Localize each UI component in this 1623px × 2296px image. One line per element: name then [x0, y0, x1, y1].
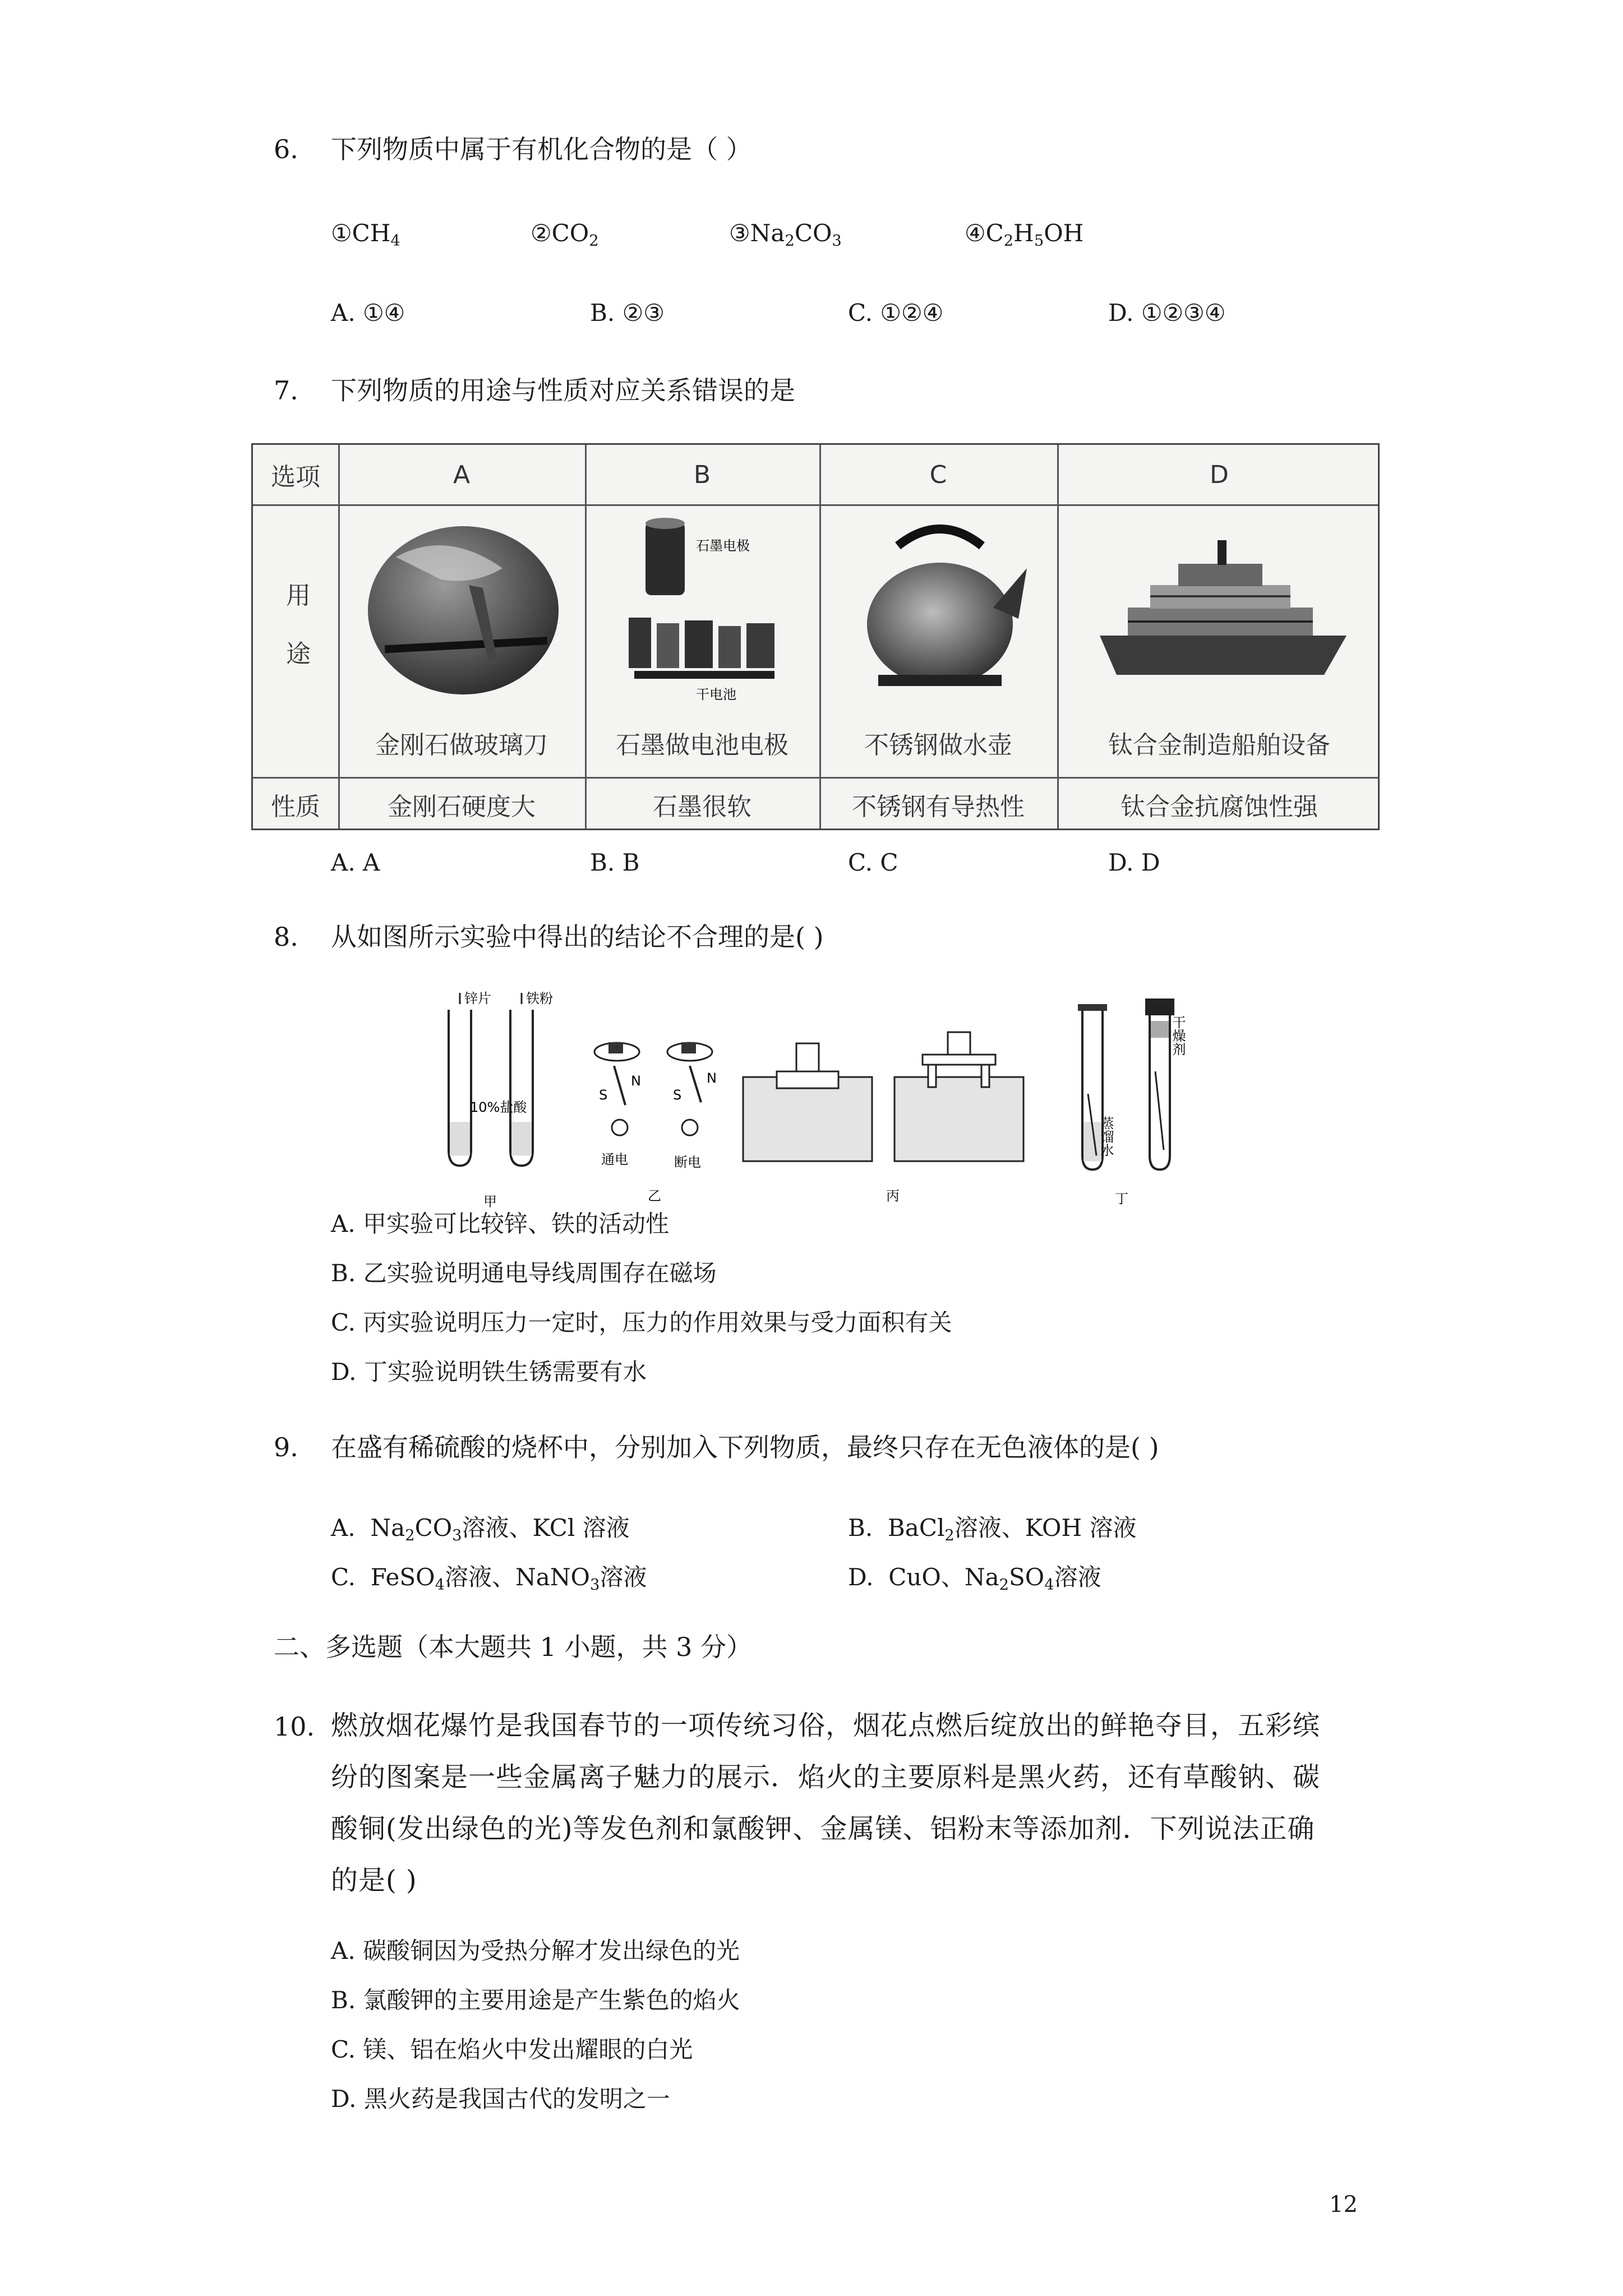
q6-item-3: $③Na_2CO_3$	[729, 219, 842, 250]
property-d: 钛合金抗腐蚀性强	[1121, 793, 1318, 821]
page-number: 12	[1329, 2192, 1358, 2217]
use-a: 金刚石做玻璃刀	[375, 731, 548, 760]
q7-option-b: B. B	[590, 849, 640, 876]
graphite-electrode-caption: 石墨电极	[696, 538, 750, 554]
q6-option-c: C. ①②④	[848, 299, 944, 326]
q10-line-3: 酸铜(发出绿色的光)等发色剂和氯酸钾、金属镁、铝粉末等添加剂．下列说法正确	[331, 1813, 1315, 1844]
table-col-a: A	[453, 460, 471, 489]
use-b: 石墨做电池电极	[616, 731, 789, 760]
q10-option-d: D. 黑火药是我国古代的发明之一	[331, 2085, 670, 2113]
q6-option-d: D. ①②③④	[1108, 299, 1226, 326]
q6-option-b: B. ②③	[590, 299, 665, 326]
property-a: 金刚石硬度大	[388, 793, 536, 821]
q10-option-a: A. 碳酸铜因为受热分解才发出绿色的光	[331, 1937, 740, 1964]
compass-n-off: N	[707, 1070, 717, 1086]
power-on-label: 通电	[601, 1152, 628, 1167]
q10-line-1: 燃放烟花爆竹是我国春节的一项传统习俗，烟花点燃后绽放出的鲜艳夺目，五彩缤	[331, 1710, 1321, 1741]
question-10-number: 10.	[274, 1711, 315, 1742]
use-d: 钛合金制造船舶设备	[1108, 731, 1330, 760]
q7-option-d: D. D	[1108, 849, 1160, 876]
table-use-label: 用途	[282, 582, 310, 699]
q7-table	[251, 443, 1380, 830]
figure-jia-label: 甲	[483, 1194, 497, 1209]
table-property-label: 性质	[271, 793, 320, 821]
graphite-electrode-battery-image	[612, 511, 797, 707]
use-c: 不锈钢做水壶	[864, 731, 1012, 760]
compass-s-off: S	[673, 1087, 682, 1103]
desiccant-label: 干燥剂	[1170, 1015, 1186, 1056]
q8-option-d: D. 丁实验说明铁生锈需要有水	[331, 1358, 647, 1386]
q8-experiment-figure	[426, 987, 1211, 1212]
compass-yi	[594, 1042, 717, 1204]
power-off-label: 断电	[674, 1154, 701, 1170]
question-9-number: 9.	[274, 1432, 298, 1462]
distilled-water-label: 蒸馏水	[1098, 1116, 1114, 1157]
table-col-b: B	[693, 460, 711, 489]
q9-option-a: A. $Na_2CO_3$溶液、KCl 溶液	[331, 1514, 630, 1545]
compass-s-on: S	[599, 1087, 608, 1103]
q6-item-2: $②CO_2$	[531, 219, 599, 250]
q9-option-c: C. FeSO$_4$溶液、NaNO$_3$溶液	[331, 1563, 647, 1594]
zinc-label: 锌片	[464, 991, 491, 1006]
table-col-d: D	[1210, 460, 1229, 489]
property-c: 不锈钢有导热性	[852, 793, 1025, 821]
table-col-c: C	[929, 460, 947, 489]
pressure-bing	[743, 1032, 1023, 1204]
q9-option-d: D. CuO、$Na_2SO_4$溶液	[848, 1563, 1101, 1594]
q10-option-b: B. 氯酸钾的主要用途是产生紫色的焰火	[331, 1986, 740, 2014]
stainless-kettle-image	[847, 512, 1032, 703]
q6-option-a: A. ①④	[331, 299, 405, 326]
question-7-number: 7.	[274, 375, 298, 406]
question-6-stem: 下列物质中属于有机化合物的是（ ）	[331, 134, 752, 164]
q10-option-c: C. 镁、铝在焰火中发出耀眼的白光	[331, 2036, 693, 2063]
question-10-stem	[331, 1700, 1320, 1906]
figure-yi-label: 乙	[648, 1188, 661, 1204]
ship-equipment-image	[1094, 529, 1352, 697]
question-8-stem: 从如图所示实验中得出的结论不合理的是( )	[331, 922, 824, 952]
q9-option-b: B. BaCl$_2$溶液、KOH 溶液	[848, 1514, 1137, 1545]
test-tube-jia	[449, 991, 553, 1209]
dry-battery-caption: 干电池	[696, 687, 736, 702]
q8-option-c: C. 丙实验说明压力一定时，压力的作用效果与受力面积有关	[331, 1309, 952, 1336]
acid-label: 10%盐酸	[470, 1099, 527, 1115]
diamond-glass-cutter-image	[362, 518, 564, 703]
compass-n-on: N	[631, 1073, 641, 1089]
table-header-option: 选项	[271, 463, 320, 491]
q6-item-4: $④C_2H_5OH$	[965, 219, 1084, 250]
q7-option-a: A. A	[331, 849, 380, 876]
question-6-number: 6.	[274, 134, 298, 164]
rusting-ding	[1078, 999, 1186, 1207]
question-7-stem: 下列物质的用途与性质对应关系错误的是	[331, 375, 795, 406]
q6-item-1: $①CH_4$	[331, 219, 400, 250]
figure-bing-label: 丙	[886, 1188, 900, 1204]
q10-line-2: 纷的图案是一些金属离子魅力的展示．焰火的主要原料是黑火药，还有草酸钠、碳	[331, 1761, 1321, 1793]
iron-powder-label: 铁粉	[526, 991, 553, 1006]
figure-ding-label: 丁	[1115, 1191, 1128, 1207]
question-8-number: 8.	[274, 922, 298, 952]
question-9-stem: 在盛有稀硫酸的烧杯中，分别加入下列物质，最终只存在无色液体的是( )	[331, 1432, 1159, 1462]
section-2-heading: 二、多选题（本大题共 1 小题，共 3 分）	[274, 1632, 753, 1662]
q8-option-b: B. 乙实验说明通电导线周围存在磁场	[331, 1259, 717, 1287]
q8-option-a: A. 甲实验可比较锌、铁的活动性	[331, 1210, 670, 1237]
q7-option-c: C. C	[848, 849, 898, 876]
q10-line-4: 的是( )	[331, 1865, 417, 1896]
property-b: 石墨很软	[653, 793, 751, 821]
